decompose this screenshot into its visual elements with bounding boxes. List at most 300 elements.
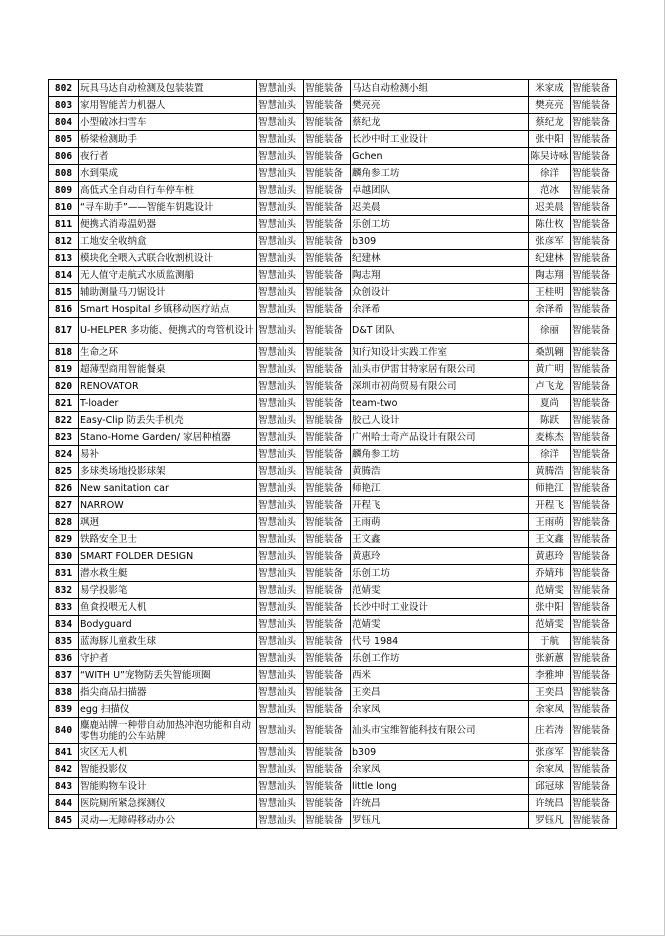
entry-number: 827 xyxy=(49,497,79,514)
entry-track: 智能装备 xyxy=(571,284,617,301)
table-row xyxy=(49,114,617,131)
entry-track: 智能装备 xyxy=(571,463,617,480)
table-row xyxy=(49,497,617,514)
entry-city: 智慧汕头 xyxy=(257,267,304,284)
entry-track: 智能装备 xyxy=(571,131,617,148)
entry-city: 智慧汕头 xyxy=(257,514,304,531)
entry-number: 844 xyxy=(49,795,79,812)
entry-number: 824 xyxy=(49,446,79,463)
entry-track: 智能装备 xyxy=(571,412,617,429)
entry-leader: 邱冠球 xyxy=(529,778,571,795)
table-row xyxy=(49,250,617,267)
table-row xyxy=(49,267,617,284)
entry-category: 智能装备 xyxy=(304,114,351,131)
entry-organization: 西米 xyxy=(351,667,529,684)
entry-category: 智能装备 xyxy=(304,182,351,199)
entry-track: 智能装备 xyxy=(571,318,617,344)
entry-city: 智慧汕头 xyxy=(257,148,304,165)
entry-number: 805 xyxy=(49,131,79,148)
entry-leader: 夏尚 xyxy=(529,395,571,412)
entry-category: 智能装备 xyxy=(304,701,351,718)
entry-city: 智慧汕头 xyxy=(257,284,304,301)
entry-category: 智能装备 xyxy=(304,284,351,301)
entry-track: 智能装备 xyxy=(571,429,617,446)
entry-track: 智能装备 xyxy=(571,97,617,114)
entry-category: 智能装备 xyxy=(304,165,351,182)
entry-name: U-HELPER 多功能、便携式的弯管机设计 xyxy=(79,318,257,344)
entry-track: 智能装备 xyxy=(571,701,617,718)
entry-category: 智能装备 xyxy=(304,344,351,361)
entry-track: 智能装备 xyxy=(571,497,617,514)
entry-leader: 麦栋杰 xyxy=(529,429,571,446)
entry-organization: 众创设计 xyxy=(351,284,529,301)
entry-organization: 范婧雯 xyxy=(351,616,529,633)
entry-leader: 余家凤 xyxy=(529,701,571,718)
entry-name: 易补 xyxy=(79,446,257,463)
entry-number: 838 xyxy=(49,684,79,701)
table-row xyxy=(49,812,617,829)
entry-track: 智能装备 xyxy=(571,165,617,182)
entry-city: 智慧汕头 xyxy=(257,80,304,97)
table-row xyxy=(49,344,617,361)
entry-number: 813 xyxy=(49,250,79,267)
entry-organization: b309 xyxy=(351,744,529,761)
entry-track: 智能装备 xyxy=(571,667,617,684)
table-row xyxy=(49,97,617,114)
table-row xyxy=(49,80,617,97)
entry-city: 智慧汕头 xyxy=(257,633,304,650)
entry-track: 智能装备 xyxy=(571,233,617,250)
entry-name: 水到渠成 xyxy=(79,165,257,182)
entry-track: 智能装备 xyxy=(571,378,617,395)
entry-organization: 胶己人设计 xyxy=(351,412,529,429)
entry-name: 桥梁检测助手 xyxy=(79,131,257,148)
entry-name: 多球类场地投影球架 xyxy=(79,463,257,480)
entry-track: 智能装备 xyxy=(571,216,617,233)
entry-city: 智慧汕头 xyxy=(257,412,304,429)
entry-name: 小型破冰扫雪车 xyxy=(79,114,257,131)
entry-name: 生命之环 xyxy=(79,344,257,361)
entry-track: 智能装备 xyxy=(571,395,617,412)
table-row xyxy=(49,148,617,165)
table-row xyxy=(49,429,617,446)
entry-number: 823 xyxy=(49,429,79,446)
entry-track: 智能装备 xyxy=(571,446,617,463)
entry-number: 830 xyxy=(49,548,79,565)
table-row xyxy=(49,446,617,463)
entry-organization: 麟角参工坊 xyxy=(351,446,529,463)
table-row xyxy=(49,412,617,429)
table-row xyxy=(49,361,617,378)
entry-category: 智能装备 xyxy=(304,233,351,250)
entry-category: 智能装备 xyxy=(304,216,351,233)
entry-name: NARROW xyxy=(79,497,257,514)
entry-organization: little long xyxy=(351,778,529,795)
table-row xyxy=(49,633,617,650)
entry-leader: 许统昌 xyxy=(529,795,571,812)
entry-leader: 王文鑫 xyxy=(529,531,571,548)
entry-number: 812 xyxy=(49,233,79,250)
entry-name: 家用智能苦力机器人 xyxy=(79,97,257,114)
entry-number: 804 xyxy=(49,114,79,131)
table-row xyxy=(49,565,617,582)
table-row xyxy=(49,650,617,667)
table-row xyxy=(49,548,617,565)
entry-city: 智慧汕头 xyxy=(257,795,304,812)
entry-category: 智能装备 xyxy=(304,250,351,267)
entry-number: 811 xyxy=(49,216,79,233)
entry-category: 智能装备 xyxy=(304,582,351,599)
table-row xyxy=(49,582,617,599)
entry-name: RENOVATOR xyxy=(79,378,257,395)
entry-name: 玩具马达自动检测及包装装置 xyxy=(79,80,257,97)
table-row xyxy=(49,395,617,412)
entry-leader: 黄惠玲 xyxy=(529,548,571,565)
entry-name: 辅助测量马刀锯设计 xyxy=(79,284,257,301)
entry-organization: 樊亮亮 xyxy=(351,97,529,114)
entry-city: 智慧汕头 xyxy=(257,761,304,778)
entry-number: 842 xyxy=(49,761,79,778)
entry-city: 智慧汕头 xyxy=(257,463,304,480)
table-row xyxy=(49,131,617,148)
entry-leader: 范婧雯 xyxy=(529,616,571,633)
entry-organization: 开程飞 xyxy=(351,497,529,514)
entry-city: 智慧汕头 xyxy=(257,395,304,412)
entry-track: 智能装备 xyxy=(571,80,617,97)
entry-number: 820 xyxy=(49,378,79,395)
entry-number: 816 xyxy=(49,301,79,318)
entry-city: 智慧汕头 xyxy=(257,701,304,718)
entry-city: 智慧汕头 xyxy=(257,165,304,182)
entry-name: “寻车助手”——智能车钥匙设计 xyxy=(79,199,257,216)
entry-name: 潜水救生艇 xyxy=(79,565,257,582)
entry-category: 智能装备 xyxy=(304,80,351,97)
entry-organization: 长沙中时工业设计 xyxy=(351,131,529,148)
entry-leader: 张中阳 xyxy=(529,599,571,616)
entry-name: 无人值守走航式水质监测船 xyxy=(79,267,257,284)
entry-name: 工地安全收纳盒 xyxy=(79,233,257,250)
entry-category: 智能装备 xyxy=(304,497,351,514)
table-row xyxy=(49,778,617,795)
entry-city: 智慧汕头 xyxy=(257,361,304,378)
table-row xyxy=(49,616,617,633)
entry-number: 835 xyxy=(49,633,79,650)
entry-city: 智慧汕头 xyxy=(257,582,304,599)
entry-name: 模块化全喂入式联合收割机设计 xyxy=(79,250,257,267)
table-row xyxy=(49,514,617,531)
table-row xyxy=(49,301,617,318)
entry-city: 智慧汕头 xyxy=(257,446,304,463)
entry-organization: 余家凤 xyxy=(351,701,529,718)
entry-category: 智能装备 xyxy=(304,514,351,531)
entry-number: 840 xyxy=(49,718,79,744)
entry-number: 831 xyxy=(49,565,79,582)
entry-organization: 王奕昌 xyxy=(351,684,529,701)
entry-category: 智能装备 xyxy=(304,378,351,395)
entry-organization: 知行知设计实践工作室 xyxy=(351,344,529,361)
entry-city: 智慧汕头 xyxy=(257,616,304,633)
entry-city: 智慧汕头 xyxy=(257,718,304,744)
entry-track: 智能装备 xyxy=(571,361,617,378)
entry-leader: 桑凯翱 xyxy=(529,344,571,361)
entry-track: 智能装备 xyxy=(571,514,617,531)
entry-category: 智能装备 xyxy=(304,318,351,344)
entry-track: 智能装备 xyxy=(571,344,617,361)
entry-category: 智能装备 xyxy=(304,148,351,165)
entry-organization: 长沙中时工业设计 xyxy=(351,599,529,616)
entry-city: 智慧汕头 xyxy=(257,97,304,114)
entry-track: 智能装备 xyxy=(571,812,617,829)
entry-city: 智慧汕头 xyxy=(257,378,304,395)
entry-leader: 张彦军 xyxy=(529,744,571,761)
entry-leader: 米家成 xyxy=(529,80,571,97)
table-row xyxy=(49,165,617,182)
entry-category: 智能装备 xyxy=(304,633,351,650)
entry-name: egg 扫描仪 xyxy=(79,701,257,718)
entry-name: 夜行者 xyxy=(79,148,257,165)
entry-name: 智能投影仪 xyxy=(79,761,257,778)
entry-organization: 代号 1984 xyxy=(351,633,529,650)
entry-city: 智慧汕头 xyxy=(257,599,304,616)
entry-name: Stano-Home Garden/ 家居种植器 xyxy=(79,429,257,446)
entry-track: 智能装备 xyxy=(571,650,617,667)
entry-track: 智能装备 xyxy=(571,199,617,216)
entry-name: 飒迥 xyxy=(79,514,257,531)
entry-name: 医院厕所紧急探测仪 xyxy=(79,795,257,812)
entry-number: 828 xyxy=(49,514,79,531)
entry-track: 智能装备 xyxy=(571,301,617,318)
table-row xyxy=(49,378,617,395)
entry-leader: 陈仕枚 xyxy=(529,216,571,233)
entry-organization: b309 xyxy=(351,233,529,250)
entry-track: 智能装备 xyxy=(571,267,617,284)
entry-track: 智能装备 xyxy=(571,599,617,616)
entry-leader: 蔡纪龙 xyxy=(529,114,571,131)
entry-number: 803 xyxy=(49,97,79,114)
entry-category: 智能装备 xyxy=(304,718,351,744)
entry-category: 智能装备 xyxy=(304,650,351,667)
entry-track: 智能装备 xyxy=(571,565,617,582)
entry-track: 智能装备 xyxy=(571,744,617,761)
entry-city: 智慧汕头 xyxy=(257,199,304,216)
entries-table xyxy=(48,79,617,829)
entry-category: 智能装备 xyxy=(304,131,351,148)
entry-name: 超薄型商用智能餐桌 xyxy=(79,361,257,378)
entry-number: 836 xyxy=(49,650,79,667)
entry-name: 易学投影笔 xyxy=(79,582,257,599)
entry-leader: 王桂明 xyxy=(529,284,571,301)
entry-name: 灾区无人机 xyxy=(79,744,257,761)
table-row xyxy=(49,318,617,344)
entry-organization: 汕头市伊雷甘特家居有限公司 xyxy=(351,361,529,378)
entry-city: 智慧汕头 xyxy=(257,812,304,829)
table-row xyxy=(49,216,617,233)
entry-number: 829 xyxy=(49,531,79,548)
entry-city: 智慧汕头 xyxy=(257,114,304,131)
entry-city: 智慧汕头 xyxy=(257,548,304,565)
entry-name: Bodyguard xyxy=(79,616,257,633)
entry-category: 智能装备 xyxy=(304,761,351,778)
entry-leader: 乔婧玮 xyxy=(529,565,571,582)
entry-organization: 余泽希 xyxy=(351,301,529,318)
entry-track: 智能装备 xyxy=(571,718,617,744)
table-row xyxy=(49,684,617,701)
entry-name: 守护者 xyxy=(79,650,257,667)
entry-organization: 余家凤 xyxy=(351,761,529,778)
entry-leader: 庄若涛 xyxy=(529,718,571,744)
entry-category: 智能装备 xyxy=(304,480,351,497)
entry-track: 智能装备 xyxy=(571,480,617,497)
entry-track: 智能装备 xyxy=(571,148,617,165)
entry-number: 839 xyxy=(49,701,79,718)
entry-leader: 于航 xyxy=(529,633,571,650)
entry-category: 智能装备 xyxy=(304,463,351,480)
entry-category: 智能装备 xyxy=(304,548,351,565)
entry-name: 铁路安全卫士 xyxy=(79,531,257,548)
table-row xyxy=(49,718,617,744)
entry-leader: 徐洋 xyxy=(529,165,571,182)
entry-organization: 黄惠玲 xyxy=(351,548,529,565)
entry-leader: 陶志翔 xyxy=(529,267,571,284)
entry-track: 智能装备 xyxy=(571,616,617,633)
entry-city: 智慧汕头 xyxy=(257,497,304,514)
entry-name: T-loader xyxy=(79,395,257,412)
entry-city: 智慧汕头 xyxy=(257,216,304,233)
entry-track: 智能装备 xyxy=(571,531,617,548)
entry-leader: 迟美晨 xyxy=(529,199,571,216)
entry-number: 802 xyxy=(49,80,79,97)
entry-number: 810 xyxy=(49,199,79,216)
table-row xyxy=(49,182,617,199)
entry-leader: 陈吴诗咏 xyxy=(529,148,571,165)
entry-organization: 卓越团队 xyxy=(351,182,529,199)
entry-category: 智能装备 xyxy=(304,429,351,446)
entry-leader: 纪建林 xyxy=(529,250,571,267)
entry-organization: 许统昌 xyxy=(351,795,529,812)
entry-number: 822 xyxy=(49,412,79,429)
entry-organization: 乐创工作坊 xyxy=(351,650,529,667)
entry-organization: D&T 团队 xyxy=(351,318,529,344)
entry-organization: 乐创工坊 xyxy=(351,216,529,233)
entry-leader: 师艳江 xyxy=(529,480,571,497)
table-row xyxy=(49,667,617,684)
entry-city: 智慧汕头 xyxy=(257,531,304,548)
entry-leader: 卢飞龙 xyxy=(529,378,571,395)
entry-organization: 陶志翔 xyxy=(351,267,529,284)
entry-category: 智能装备 xyxy=(304,565,351,582)
entry-category: 智能装备 xyxy=(304,199,351,216)
entry-category: 智能装备 xyxy=(304,446,351,463)
entry-category: 智能装备 xyxy=(304,412,351,429)
entry-organization: 王雨萌 xyxy=(351,514,529,531)
entry-city: 智慧汕头 xyxy=(257,318,304,344)
entry-number: 837 xyxy=(49,667,79,684)
entry-organization: 马达自动检测小组 xyxy=(351,80,529,97)
entry-number: 821 xyxy=(49,395,79,412)
entry-leader: 张新蕙 xyxy=(529,650,571,667)
entry-city: 智慧汕头 xyxy=(257,684,304,701)
entry-number: 814 xyxy=(49,267,79,284)
entry-name: 高低式全自动自行车停车桩 xyxy=(79,182,257,199)
entry-city: 智慧汕头 xyxy=(257,301,304,318)
entry-category: 智能装备 xyxy=(304,667,351,684)
table-row xyxy=(49,795,617,812)
entry-name: 便携式消毒温奶器 xyxy=(79,216,257,233)
entry-number: 834 xyxy=(49,616,79,633)
entry-track: 智能装备 xyxy=(571,582,617,599)
entry-name: SMART FOLDER DESIGN xyxy=(79,548,257,565)
entry-leader: 李雅坤 xyxy=(529,667,571,684)
entry-city: 智慧汕头 xyxy=(257,650,304,667)
table-row xyxy=(49,761,617,778)
entry-number: 808 xyxy=(49,165,79,182)
entry-category: 智能装备 xyxy=(304,795,351,812)
entry-number: 841 xyxy=(49,744,79,761)
entry-name: Easy-Clip 防丢失手机壳 xyxy=(79,412,257,429)
entry-city: 智慧汕头 xyxy=(257,565,304,582)
entry-leader: 张中阳 xyxy=(529,131,571,148)
entry-number: 806 xyxy=(49,148,79,165)
entry-organization: team-two xyxy=(351,395,529,412)
entry-name: 蓝海豚儿童救生球 xyxy=(79,633,257,650)
entry-organization: 师艳江 xyxy=(351,480,529,497)
table-row xyxy=(49,599,617,616)
entry-number: 845 xyxy=(49,812,79,829)
entry-category: 智能装备 xyxy=(304,395,351,412)
entry-track: 智能装备 xyxy=(571,182,617,199)
entry-name: 灵动—无障碍移动办公 xyxy=(79,812,257,829)
entry-leader: 王奕昌 xyxy=(529,684,571,701)
entry-organization: 广州哈士奇产品设计有限公司 xyxy=(351,429,529,446)
entry-track: 智能装备 xyxy=(571,250,617,267)
entry-city: 智慧汕头 xyxy=(257,344,304,361)
entry-city: 智慧汕头 xyxy=(257,233,304,250)
entry-number: 832 xyxy=(49,582,79,599)
table-row xyxy=(49,531,617,548)
entry-track: 智能装备 xyxy=(571,548,617,565)
entry-leader: 黄广明 xyxy=(529,361,571,378)
entry-leader: 余家凤 xyxy=(529,761,571,778)
table-row xyxy=(49,233,617,250)
table-row xyxy=(49,744,617,761)
entry-name: New sanitation car xyxy=(79,480,257,497)
entry-category: 智能装备 xyxy=(304,267,351,284)
entry-organization: 麟角参工坊 xyxy=(351,165,529,182)
entry-organization: Gchen xyxy=(351,148,529,165)
entry-name: 麋鹿站牌一种带自动加热冲泡功能和自动零售功能的公车站牌 xyxy=(79,718,257,744)
table-row xyxy=(49,463,617,480)
entry-category: 智能装备 xyxy=(304,599,351,616)
entry-city: 智慧汕头 xyxy=(257,744,304,761)
entry-category: 智能装备 xyxy=(304,744,351,761)
entry-number: 833 xyxy=(49,599,79,616)
entry-leader: 范婧雯 xyxy=(529,582,571,599)
entry-city: 智慧汕头 xyxy=(257,778,304,795)
table-row xyxy=(49,480,617,497)
entry-city: 智慧汕头 xyxy=(257,667,304,684)
entry-number: 818 xyxy=(49,344,79,361)
entry-city: 智慧汕头 xyxy=(257,182,304,199)
entry-leader: 徐洋 xyxy=(529,446,571,463)
entry-number: 819 xyxy=(49,361,79,378)
entry-category: 智能装备 xyxy=(304,616,351,633)
entry-organization: 王文鑫 xyxy=(351,531,529,548)
entry-number: 815 xyxy=(49,284,79,301)
entry-category: 智能装备 xyxy=(304,361,351,378)
entry-track: 智能装备 xyxy=(571,114,617,131)
entry-leader: 徐丽 xyxy=(529,318,571,344)
entry-category: 智能装备 xyxy=(304,97,351,114)
